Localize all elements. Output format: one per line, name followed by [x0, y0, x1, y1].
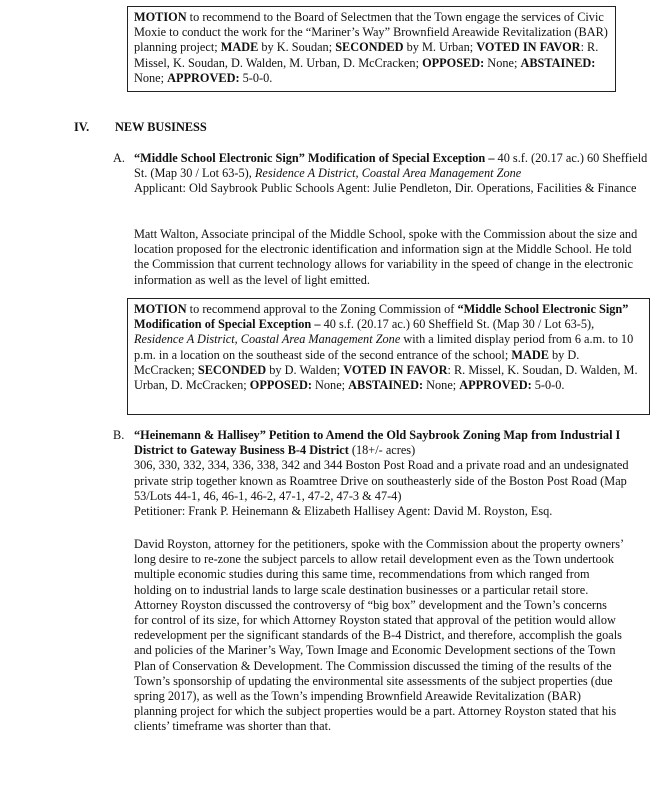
text-run: 5-0-0. [239, 70, 273, 85]
motion-box-mariners-way [127, 6, 616, 92]
text-run: to recommend to the Board of Selectmen that the Town engage the services of Civic Moxie to conduct the work for the “Mariner’s Way” Brownfield Areawide Revitalization (BAR) planning project; [134, 10, 608, 55]
text-run: : R. Missel, K. Soudan, D. Walden, M. Urban, D. McCracken; [134, 362, 638, 393]
bold-run: MOTION [134, 302, 187, 316]
bold-run: APPROVED: [167, 70, 240, 85]
bold-run: VOTED IN FAVOR [343, 362, 448, 377]
bold-run: ABSTAINED: [348, 378, 424, 393]
text-run: None; [423, 378, 460, 393]
item-title [134, 151, 653, 181]
text-run: by K. Soudan; [258, 40, 336, 55]
bold-run: VOTED IN FAVOR [476, 40, 581, 55]
section-number: IV. [74, 120, 90, 134]
bold-run: “Heinemann & Hallisey” Petition to Amend the Old Saybrook Zoning Map from Industrial I District to Gateway Business B-4 District [134, 428, 621, 458]
motion-text [134, 10, 609, 86]
italic-run: Residence A District, Coastal Area Management Zone [134, 332, 401, 347]
item-title [134, 428, 634, 458]
bold-run: SECONDED [197, 362, 267, 377]
text-run: by D. McCracken; [134, 347, 580, 377]
bold-run: “Middle School Electronic Sign” Modification of Special Exception – [134, 151, 495, 165]
bold-run: MOTION [134, 10, 187, 24]
bold-run: “Middle School Electronic Sign” Modification of Special Exception – [134, 302, 629, 332]
bold-run: ABSTAINED: [520, 55, 596, 70]
text-run: by M. Urban; [403, 40, 477, 55]
motion-box-middle-school-sign [127, 298, 650, 415]
text-run: to recommend approval to the Zoning Commission of [186, 302, 458, 316]
item-letter: A. [113, 151, 125, 165]
text-run: with a limited display period from 6 a.m. to 10 p.m. in a location on the southeast side of the second entrance of the school; [134, 332, 634, 362]
text-run: None; [311, 378, 349, 393]
section-heading [74, 120, 207, 135]
item-applicant: Applicant: Old Saybrook Public Schools Agent: Julie Pendleton, Dir. Operations, Facilities & Finance [134, 181, 637, 196]
item-letter: B. [113, 428, 125, 442]
motion-text [134, 302, 643, 393]
italic-run: Residence A District, Coastal Area Management Zone [254, 166, 522, 181]
item-b-discussion: David Royston, attorney for the petitioners, spoke with the Commission about the property owners’ long desire to re-zone the subject parcels to allow retail development even as the Town undertook multiple economic studies during this same time, recommendations from which ranged from holding on to industrial lands to large scale destination businesses or a particular retail store. Attorney Royston discussed the controversy of “big box” development and the Town’s concerns for control of its size, for which Attorney Royston stated that approval of the petition would allow redevelopment per the significant standards of the B-4 District, and therefore, accomplish the goals and policies of the Mariner’s Way, Town Image and Economic Development sections of the Town Plan of Conservation & Development. The Commission discussed the timing of the results of the Town’s sponsorship of updating the environmental site assessments of the subject properties (due spring 2017), as well as the Town’s impending Brownfield Areawide Revitalization (BAR) planning project for which the subject properties would be a part. Attorney Royston stated that his clients’ timeframe was shorter than that. [134, 537, 624, 734]
item-a-discussion: Matt Walton, Associate principal of the Middle School, spoke with the Commission about the size and location proposed for the electronic identification and information sign at the Middle School. He told the Commission that current technology allows for variability in the speed of change in the electronic information as well as the level of light emitted. [134, 227, 638, 287]
text-run: by D. Walden; [266, 362, 344, 377]
text-run: : R. Missel, K. Soudan, D. Walden, M. Urban, D. McCracken; [134, 40, 599, 70]
bold-run: MADE [220, 40, 259, 55]
bold-run: MADE [511, 347, 549, 362]
text-run: 40 s.f. (20.17 ac.) 60 Sheffield St. (Map 30 / Lot 63-5), [134, 151, 648, 181]
item-body [134, 151, 653, 197]
item-address: 306, 330, 332, 334, 336, 338, 342 and 344 Boston Post Road and a private road and an undesignated private strip together known as Roamtree Drive on southeasterly side of the Boston Post Road (Map 53/Lots 44-1, 46, 46-1, 46-2, 47-1, 47-2, 47-3 & 47-4) [134, 458, 629, 503]
text-run: 5-0-0. [531, 378, 565, 393]
text-run: None; [134, 70, 168, 85]
bold-run: SECONDED [335, 40, 404, 55]
section-title: NEW BUSINESS [115, 120, 207, 134]
bold-run: APPROVED: [459, 378, 532, 393]
text-run: (18+/- acres) [348, 443, 416, 458]
text-run: None; [484, 55, 521, 70]
text-run: 40 s.f. (20.17 ac.) 60 Sheffield St. (Map 30 / Lot 63-5), [320, 317, 595, 332]
bold-run: OPPOSED: [249, 378, 312, 393]
item-petitioner: Petitioner: Frank P. Heinemann & Elizabeth Hallisey Agent: David M. Royston, Esq. [134, 504, 553, 519]
bold-run: OPPOSED: [422, 55, 485, 70]
item-body [134, 428, 634, 519]
